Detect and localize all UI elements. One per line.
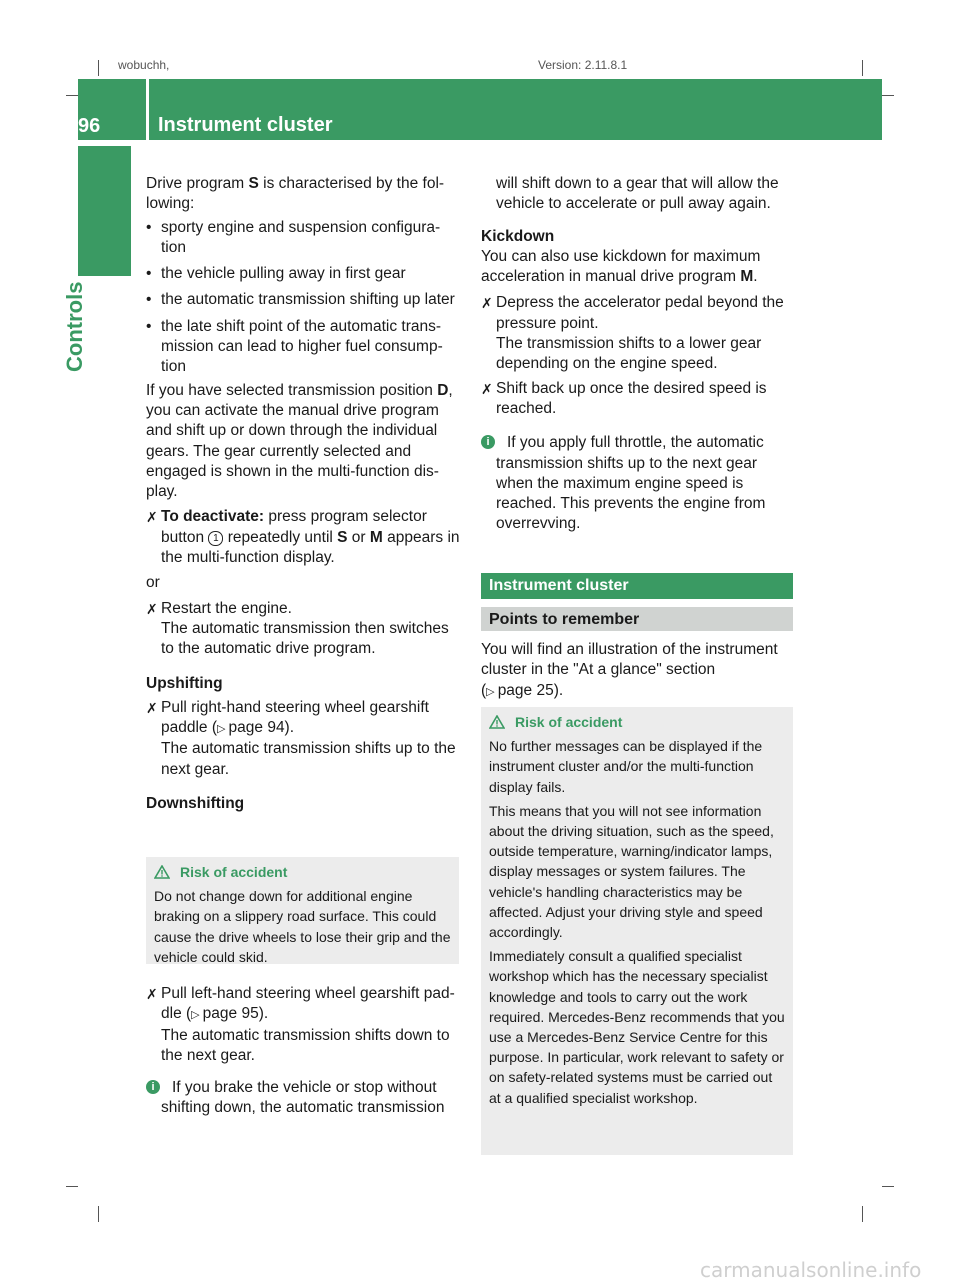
crop-mark	[862, 1206, 863, 1222]
warning-box	[481, 707, 793, 1155]
paragraph: Drive program S is characterised by the fol-lowing:	[146, 175, 445, 213]
crop-mark	[66, 95, 78, 96]
crop-mark	[882, 95, 894, 96]
subheading: Downshifting	[146, 795, 245, 813]
warning-title: Risk of accident	[489, 712, 785, 732]
bullet-item: • the vehicle pulling away in first gear	[146, 265, 406, 283]
crop-mark	[862, 60, 863, 76]
instruction-step: ✗ Depress the accelerator pedal beyond the pressure point. The transmission shifts to a lower gear depending on the engine speed.	[481, 294, 784, 373]
header-divider	[146, 79, 149, 140]
crop-mark	[98, 60, 99, 76]
paragraph: If you have selected transmission position D, you can activate the manual drive program and shift up or down through the individual gears. The gear currently selected and engaged is shown in the multi-function dis-play.	[146, 381, 453, 501]
warning-text: Immediately consult a qualified specialist workshop which has the necessary specialist knowledge and tools to carry out the work required. Mercedes-Benz recommends that you use a Mercedes-Benz Service Centre for this purpose. In particular, work relevant to safety or on safety-related systems must be carried out at a qualified specialist workshop.	[489, 948, 785, 1106]
section-heading: Instrument cluster	[481, 573, 793, 599]
warning-text: No further messages can be displayed if the instrument cluster and/or the multi-function display fails.	[489, 738, 763, 795]
crop-mark	[66, 1186, 78, 1187]
page-number: 96	[78, 115, 101, 137]
subheading: Upshifting	[146, 674, 223, 692]
warning-title: Risk of accident	[154, 862, 451, 882]
print-meta-left: wobuchh,	[118, 58, 170, 72]
bullet-item: • the late shift point of the automatic trans-mission can lead to higher fuel consump-tion	[146, 317, 443, 376]
info-note: i If you brake the vehicle or stop without shifting down, the automatic transmission	[146, 1078, 462, 1119]
side-tab-marker	[78, 146, 131, 276]
instruction-step: ✗ Pull right-hand steering wheel gearshift paddle (▷ page 94). The automatic transmission shifts up to the next gear.	[146, 698, 456, 778]
button-1-marker: 1	[208, 531, 223, 546]
paragraph: You can also use kickdown for maximum acceleration in manual drive program M.	[481, 247, 761, 286]
right-column	[481, 174, 795, 535]
info-icon: i	[146, 1080, 160, 1094]
bullet-item: • the automatic transmission shifting up later	[146, 291, 455, 309]
paragraph: You will find an illustration of the instrument cluster in the "At a glance" section (▷ page 25).	[481, 641, 778, 699]
right-column-lower	[481, 640, 795, 702]
subheading: Kickdown	[481, 227, 555, 245]
info-note: i If you apply full throttle, the automatic transmission shifts up to the next gear when the maximum engine speed is reached. This prevents the engine from overrevving.	[481, 433, 795, 534]
bullet-item: • sporty engine and suspension configura-tion	[146, 218, 441, 256]
subsection-heading: Points to remember	[481, 607, 793, 631]
instruction-step: ✗ Shift back up once the desired speed is reached.	[481, 379, 767, 417]
paragraph: or	[146, 574, 160, 592]
left-column	[146, 174, 462, 814]
crop-mark	[882, 1186, 894, 1187]
warning-box	[146, 857, 459, 964]
left-column-lower	[146, 984, 462, 1119]
watermark: carmanualsonline.info	[700, 1258, 922, 1282]
warning-triangle-icon	[489, 715, 505, 729]
warning-text: This means that you will not see information about the driving situation, such as the speed, outside temperature, warning/indicator lamps, display messages or system failures. The vehicle's handling characteristics may be affected. Adjust your driving style and speed accordingly.	[489, 802, 774, 941]
warning-text: Do not change down for additional engine braking on a slippery road surface. This could cause the drive wheels to lose their grip and the vehicle could skid.	[154, 888, 451, 965]
paragraph: will shift down to a gear that will allow the vehicle to accelerate or pull away again.	[496, 175, 779, 213]
crop-mark	[98, 1206, 99, 1222]
instruction-step: ✗ Pull left-hand steering wheel gearshift pad-dle (▷ page 95). The automatic transmission shifts down to the next gear.	[146, 985, 455, 1064]
instruction-step: ✗ To deactivate: press program selector button 1 repeatedly until S or M appears in the multi-function display.	[146, 508, 460, 567]
page-title: Instrument cluster	[158, 114, 333, 136]
warning-triangle-icon	[154, 865, 170, 879]
print-meta-right: Version: 2.11.8.1	[538, 58, 628, 72]
info-icon: i	[481, 435, 495, 449]
instruction-step: ✗ Restart the engine. The automatic transmission then switches to the automatic drive program.	[146, 599, 449, 658]
side-tab-label: Controls	[62, 281, 87, 372]
